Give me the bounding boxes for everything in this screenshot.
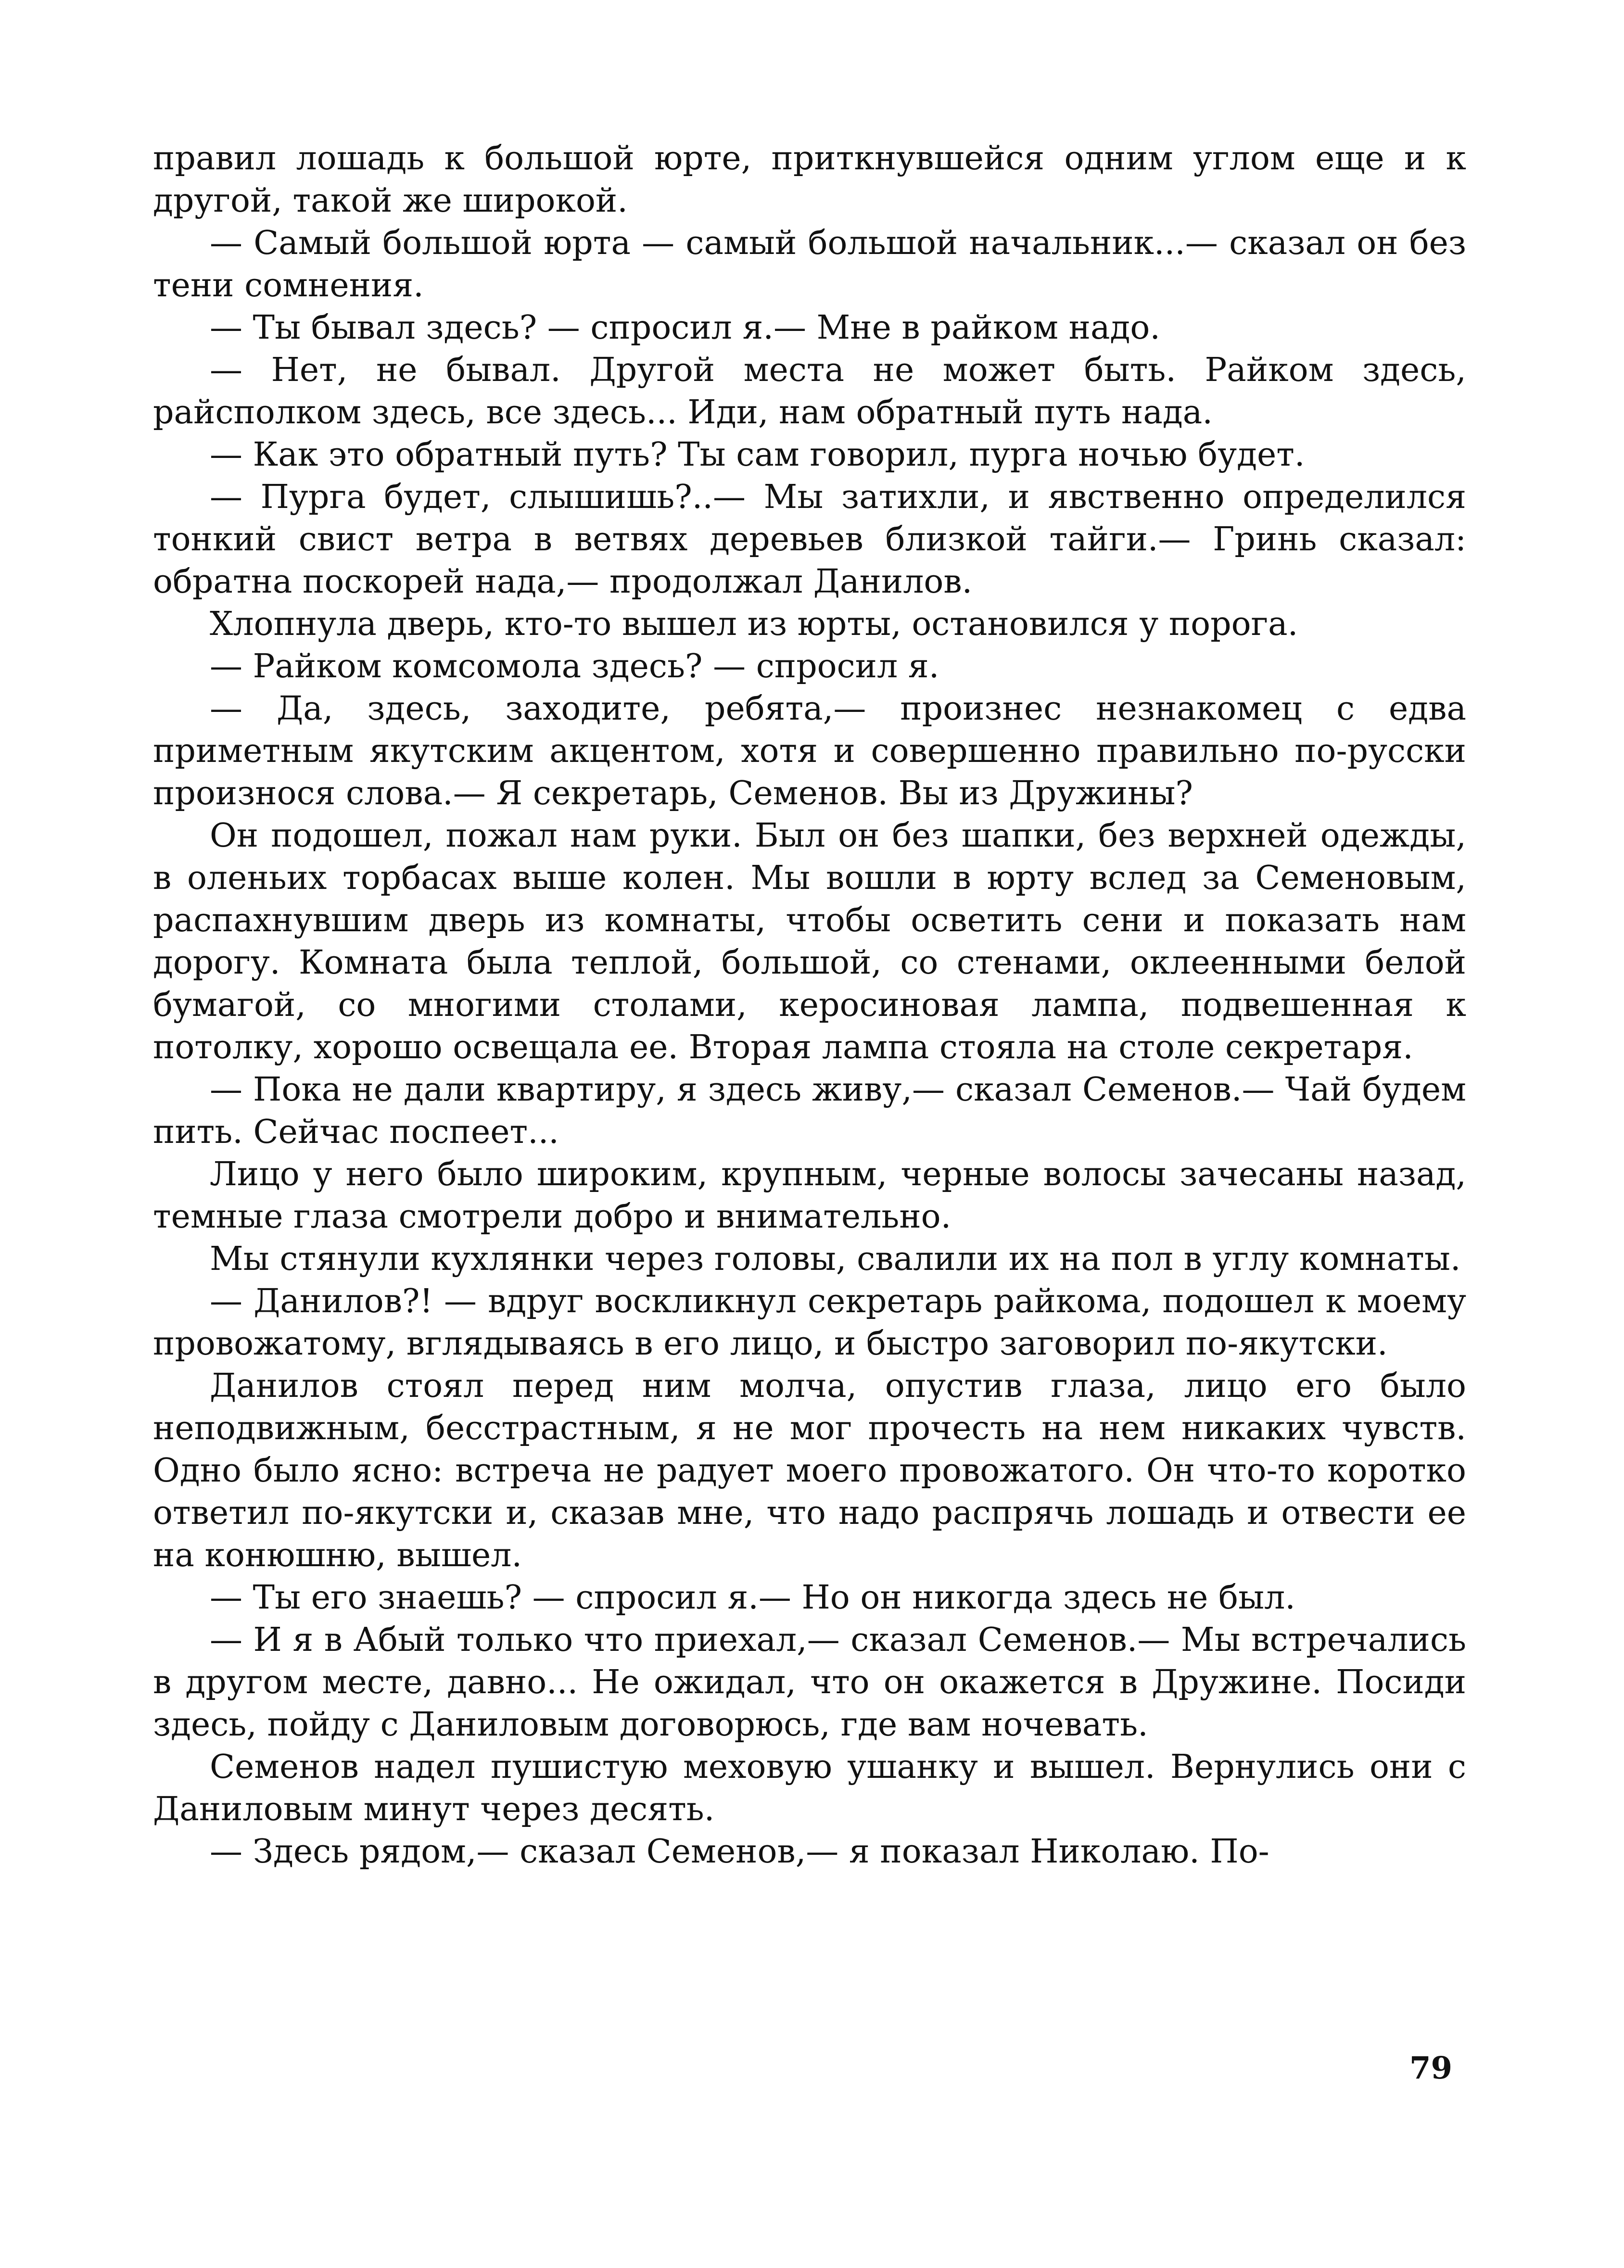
- paragraph: Лицо у него было широким, крупным, черные волосы зачесаны назад, темные глаза смотрели добро и внимательно.: [153, 1155, 1466, 1236]
- paragraph: — Данилов?! — вдруг воскликнул секретарь райкома, подошел к моему провожатому, вглядываясь в его лицо, и быстро заговорил по-якутски.: [153, 1282, 1466, 1363]
- paragraph: — Здесь рядом,— сказал Семенов,— я показал Николаю. По-: [210, 1833, 1269, 1871]
- paragraph: Данилов стоял перед ним молча, опустив глаза, лицо его было неподвижным, бесстрастным, я не мог прочесть на нем никаких чувств. Одно было ясно: встреча не радует моего провожатого. Он что-то коротко ответил по-якутски и, сказав мне, что надо распрячь лошадь и отвести ее на конюшню, вышел.: [153, 1367, 1466, 1574]
- paragraph: — Нет, не бывал. Другой места не может быть. Райком здесь, райсполком здесь, все здесь... Иди, нам обратный путь нада.: [153, 351, 1466, 431]
- page-number: 79: [1409, 2050, 1453, 2086]
- paragraph: Хлопнула дверь, кто-то вышел из юрты, остановился у порога.: [210, 605, 1298, 643]
- paragraph: — Самый большой юрта — самый большой начальник...— сказал он без тени сомнения.: [153, 224, 1466, 304]
- paragraph: — Ты бывал здесь? — спросил я.— Мне в райком надо.: [210, 309, 1160, 347]
- paragraph: Мы стянули кухлянки через головы, свалили их на пол в углу комнаты.: [210, 1240, 1461, 1278]
- paragraph: — Пока не дали квартиру, я здесь живу,— сказал Семенов.— Чай будем пить. Сейчас поспеет...: [153, 1071, 1466, 1151]
- paragraph: — И я в Абый только что приехал,— сказал Семенов.— Мы встречались в другом месте, давно... Не ожидал, что он окажется в Дружине. Посиди здесь, пойду с Даниловым договорюсь, где вам ночевать.: [153, 1621, 1466, 1744]
- paragraph: — Как это обратный путь? Ты сам говорил, пурга ночью будет.: [210, 436, 1305, 474]
- paragraph: — Райком комсомола здесь? — спросил я.: [210, 647, 939, 685]
- page-body: [153, 138, 1466, 1873]
- paragraph: — Пурга будет, слышишь?..— Мы затихли, и явственно определился тонкий свист ветра в ветвях деревьев близкой тайги.— Гринь сказал: обратна поскорей нада,— продолжал Данилов.: [153, 478, 1466, 601]
- paragraph: — Да, здесь, заходите, ребята,— произнес незнакомец с едва приметным якутским акцентом, хотя и совершенно правильно по-русски произнося слова.— Я секретарь, Семенов. Вы из Дружины?: [153, 690, 1466, 812]
- paragraph-continued: правил лошадь к большой юрте, приткнувшейся одним углом еще и к другой, такой же широкой.: [153, 139, 1466, 220]
- paragraph: — Ты его знаешь? — спросил я.— Но он никогда здесь не был.: [210, 1579, 1295, 1617]
- paragraph: Семенов надел пушистую меховую ушанку и вышел. Вернулись они с Даниловым минут через десять.: [153, 1748, 1466, 1828]
- paragraph: Он подошел, пожал нам руки. Был он без шапки, без верхней одежды, в оленьих торбасах выше колен. Мы вошли в юрту вслед за Семеновым, распахнувшим дверь из комнаты, чтобы осветить сени и показать нам дорогу. Комната была теплой, большой, со стенами, оклеенными белой бумагой, со многими столами, керосиновая лампа, подвешенная к потолку, хорошо освещала ее. Вторая лампа стояла на столе секретаря.: [153, 817, 1466, 1066]
